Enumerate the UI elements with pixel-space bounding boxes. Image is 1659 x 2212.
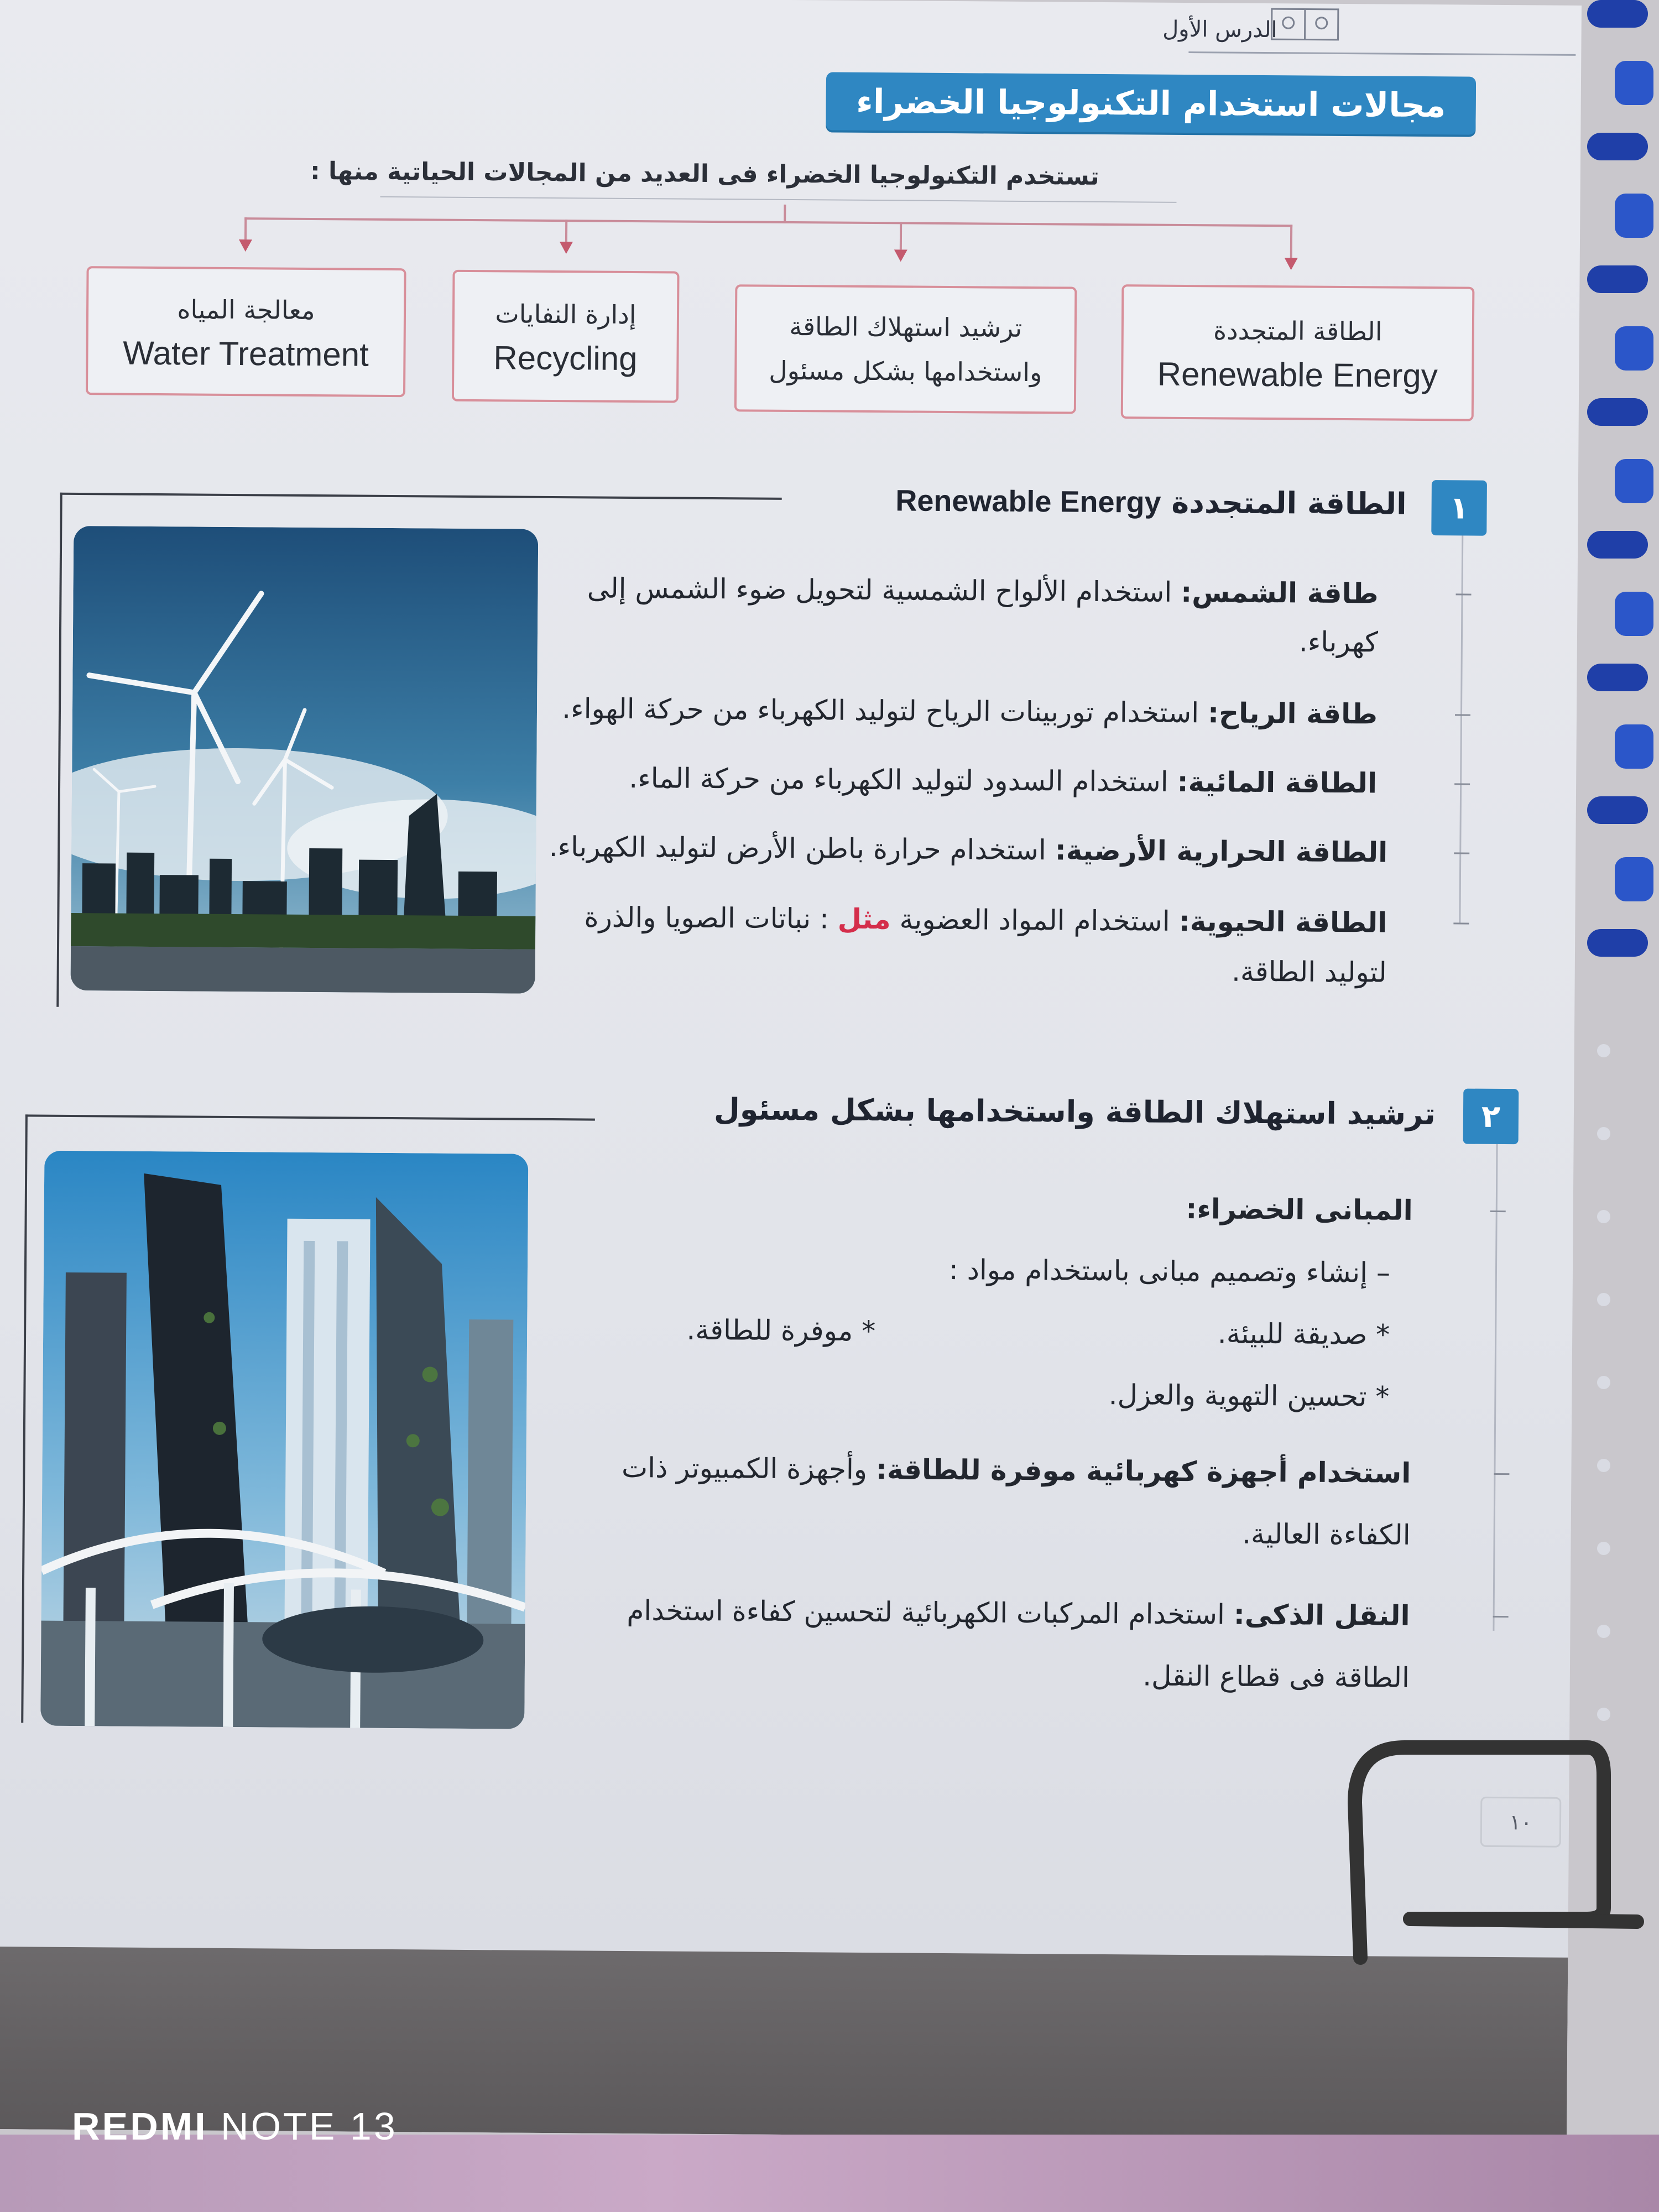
arrow-down-icon bbox=[560, 242, 573, 254]
camera-watermark bbox=[72, 2104, 398, 2148]
domain-label-en: Water Treatment bbox=[122, 334, 369, 373]
domain-label-ar: واستخدامها بشكل مسئول bbox=[769, 355, 1042, 388]
domain-label-en: Recycling bbox=[493, 339, 638, 378]
bullet-green-buildings: المبانى الخضراء: bbox=[1186, 1193, 1413, 1227]
section-number-badge: ٢ bbox=[1463, 1089, 1519, 1145]
section-number-badge: ١ bbox=[1431, 480, 1487, 536]
bullet-solar: طاقة الشمس: استخدام الألواح الشمسية لتحويل ضوء الشمس إلى bbox=[587, 572, 1379, 610]
star-ventilation: * تحسين التهوية والعزل. bbox=[1108, 1379, 1390, 1413]
bullet-bioenergy-continued: لتوليد الطاقة. bbox=[1231, 955, 1387, 989]
bullet-efficient-devices-continued: الكفاءة العالية. bbox=[1242, 1517, 1411, 1551]
bullet-marker bbox=[1490, 1211, 1506, 1212]
bullet-efficient-devices: استخدام أجهزة كهربائية موفرة للطاقة: وأجهزة الكمبيوتر ذات bbox=[621, 1451, 1411, 1489]
bullet-marker bbox=[1454, 852, 1469, 854]
watermark-model: NOTE 13 bbox=[221, 2105, 398, 2148]
arrow-down-icon bbox=[239, 239, 252, 252]
domain-energy-saving bbox=[734, 284, 1077, 414]
domain-label-en: Renewable Energy bbox=[1157, 355, 1438, 394]
bullet-marker bbox=[1455, 714, 1470, 716]
bullet-marker bbox=[1494, 1473, 1509, 1475]
bullet-smart-transport: النقل الذكى: استخدام المركبات الكهربائية لتحسين كفاءة استخدام bbox=[627, 1594, 1410, 1632]
tree-branch bbox=[1290, 225, 1292, 258]
section-title-en: Renewable Energy bbox=[895, 484, 1161, 519]
section-title-ar: الطاقة المتجددة bbox=[1171, 484, 1407, 521]
intro-text: تستخدم التكنولوجيا الخضراء فى العديد من المجالات الحياتية منها : bbox=[310, 156, 1099, 191]
domain-water-treatment bbox=[86, 266, 406, 397]
bullet-geothermal: الطاقة الحرارية الأرضية: استخدام حرارة باطن الأرض لتوليد الكهرباء. bbox=[549, 830, 1388, 869]
tree-connector bbox=[244, 217, 1292, 227]
section-frame-left bbox=[21, 1114, 28, 1723]
page-title: مجالات استخدام التكنولوجيا الخضراء bbox=[826, 72, 1476, 134]
domain-renewable-energy bbox=[1121, 284, 1475, 421]
tree-stem bbox=[784, 205, 786, 223]
star-energy-saving: * موفرة للطاقة. bbox=[686, 1313, 876, 1348]
wind-turbines-photo bbox=[70, 526, 538, 994]
arrow-down-icon bbox=[894, 249, 907, 262]
bullet-smart-transport-continued: الطاقة فى قطاع النقل. bbox=[1142, 1660, 1410, 1694]
arrow-down-icon bbox=[1285, 258, 1298, 270]
watermark-brand: REDMI bbox=[72, 2105, 208, 2148]
section-frame-top bbox=[60, 493, 782, 500]
bullet-marker bbox=[1456, 593, 1472, 595]
bullet-marker bbox=[1453, 922, 1469, 924]
green-city-photo bbox=[40, 1151, 528, 1729]
lesson-label: الدرس الأول bbox=[1162, 16, 1277, 43]
section-side-rule bbox=[1493, 1144, 1498, 1631]
tree-branch bbox=[244, 217, 247, 239]
bullet-marker bbox=[1454, 783, 1470, 785]
page-number: ١٠ bbox=[1480, 1797, 1562, 1848]
tree-branch bbox=[565, 220, 567, 242]
star-eco-friendly: * صديقة للبيئة. bbox=[1217, 1317, 1390, 1351]
header-divider bbox=[1188, 51, 1575, 56]
section-title bbox=[895, 483, 1407, 521]
bullet-marker bbox=[1493, 1616, 1509, 1618]
section-title: ترشيد استهلاك الطاقة واستخدامها بشكل مسئول bbox=[713, 1092, 1436, 1132]
book-icon bbox=[1266, 3, 1344, 48]
domain-label-ar: إدارة النفايات bbox=[495, 299, 637, 330]
tree-branch bbox=[900, 222, 902, 249]
domain-recycling bbox=[452, 270, 680, 403]
green-buildings-sub: – إنشاء وتصميم مبانى باستخدام مواد : bbox=[948, 1254, 1391, 1289]
bullet-bioenergy: الطاقة الحيوية: استخدام المواد العضوية مثل : نباتات الصويا والذرة bbox=[584, 901, 1387, 939]
intro-underline bbox=[380, 196, 1176, 203]
bullet-solar-continued: كهرباء. bbox=[1298, 625, 1379, 659]
domain-label-ar: ترشيد استهلاك الطاقة bbox=[789, 311, 1022, 343]
bullet-hydro: الطاقة المائية: استخدام السدود لتوليد الكهرباء من حركة الماء. bbox=[629, 761, 1378, 800]
section-frame-left bbox=[56, 493, 62, 1007]
section-frame-top bbox=[25, 1114, 595, 1120]
spiral-binding bbox=[1571, 0, 1659, 2046]
domain-label-ar: الطاقة المتجددة bbox=[1213, 315, 1383, 346]
bullet-wind: طاقة الرياح: استخدام توربينات الرياح لتوليد الكهرباء من حركة الهواء. bbox=[562, 692, 1378, 731]
domain-label-ar: معالجة المياه bbox=[177, 294, 315, 325]
